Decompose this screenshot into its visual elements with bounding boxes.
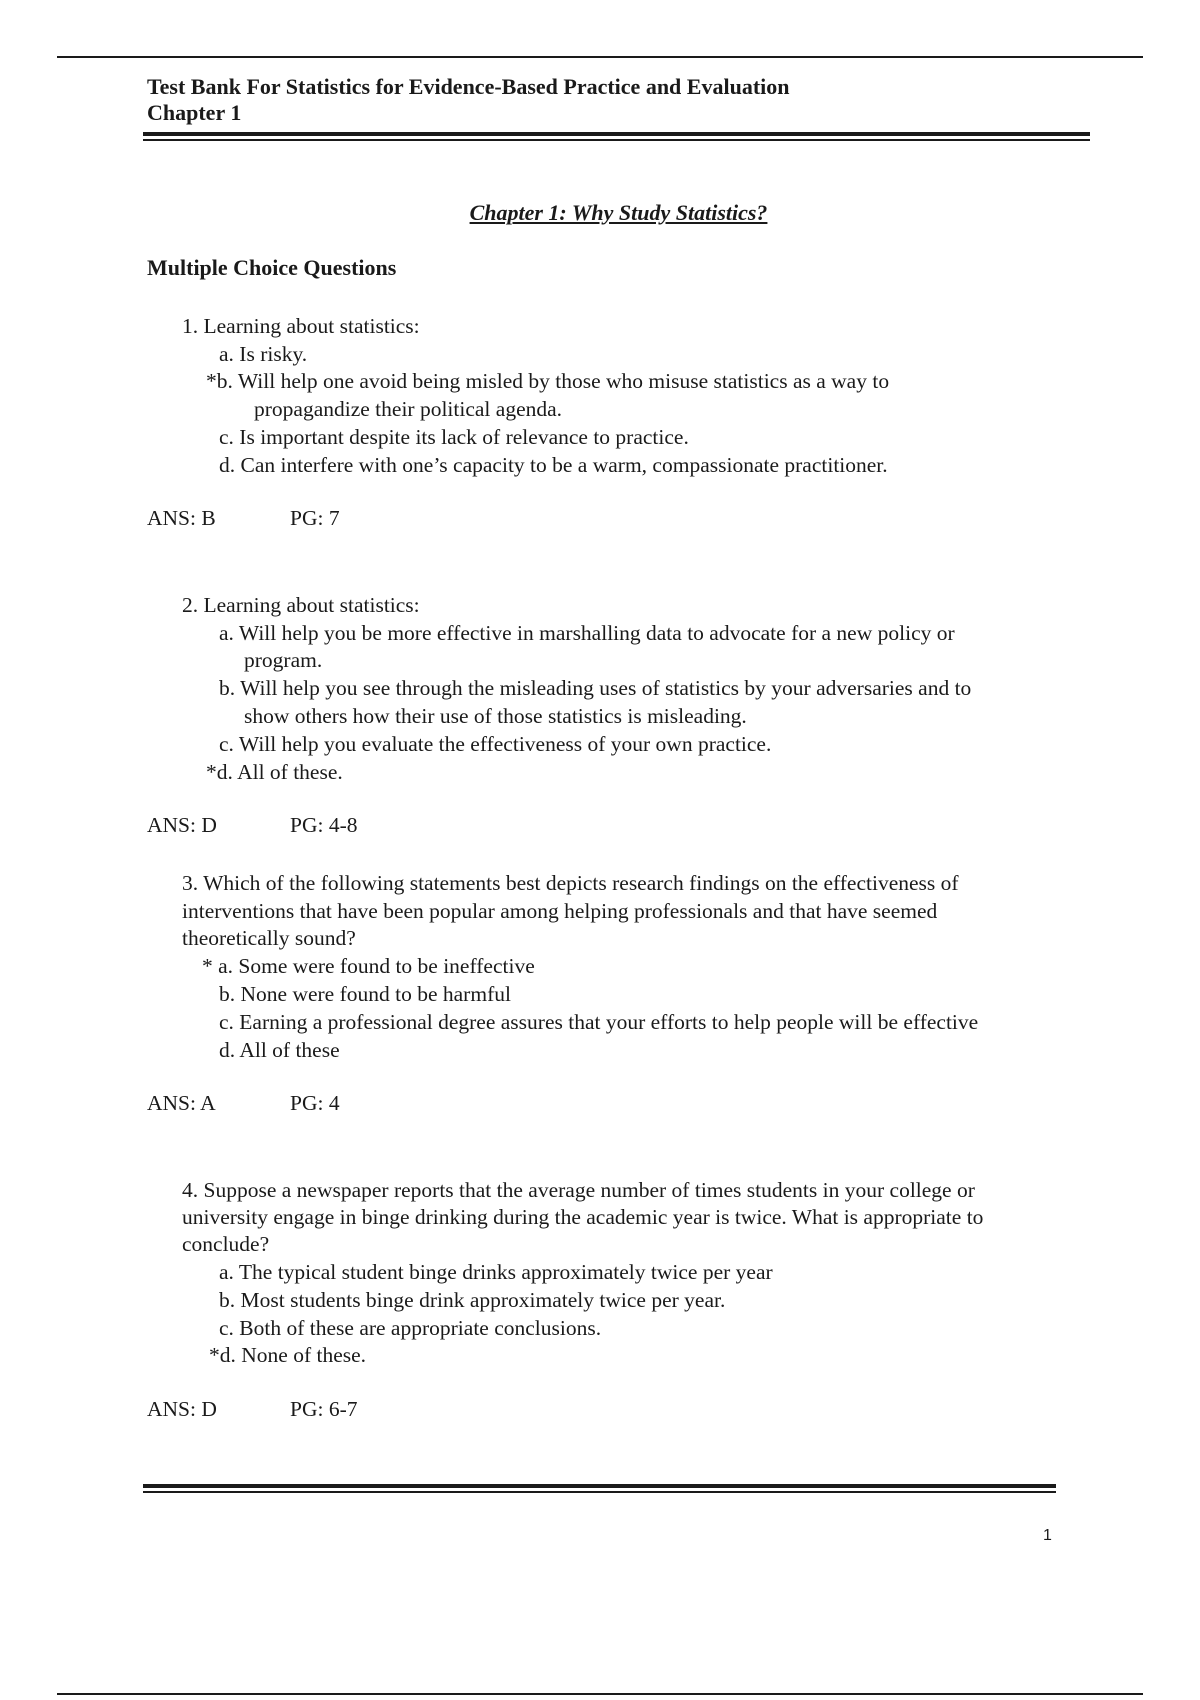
question-3-option-d: d. All of these <box>219 1038 340 1062</box>
header-double-rule <box>143 132 1090 141</box>
header-title: Test Bank For Statistics for Evidence-Based Practice and Evaluation <box>147 74 790 99</box>
question-4-option-a: a. The typical student binge drinks approximately twice per year <box>219 1260 773 1284</box>
question-3-stem-line-3: theoretically sound? <box>182 926 356 950</box>
bottom-rule <box>57 1693 1143 1695</box>
question-1-option-b: *b. Will help one avoid being misled by those who misuse statistics as a way to <box>206 369 890 393</box>
section-heading: Multiple Choice Questions <box>147 255 397 280</box>
question-2-option-a: a. Will help you be more effective in marshalling data to advocate for a new policy or <box>219 621 955 645</box>
question-2-page: PG: 4-8 <box>290 813 358 837</box>
top-rule <box>57 56 1143 58</box>
question-4-ans: ANS: D <box>147 1397 217 1421</box>
footer-double-rule <box>143 1484 1056 1493</box>
question-2-option-c: c. Will help you evaluate the effectiveness of your own practice. <box>219 732 772 756</box>
question-3-stem-line-1: 3. Which of the following statements best depicts research findings on the effectiveness of <box>182 871 959 895</box>
question-2-stem: 2. Learning about statistics: <box>182 593 420 617</box>
question-1-answer <box>147 506 340 531</box>
question-3-option-c: c. Earning a professional degree assures that your efforts to help people will be effective <box>219 1010 979 1034</box>
question-1-stem: 1. Learning about statistics: <box>182 314 420 338</box>
question-1-option-b-cont: propagandize their political agenda. <box>254 397 563 421</box>
question-1-ans: ANS: B <box>147 506 216 530</box>
header-chapter: Chapter 1 <box>147 100 242 125</box>
question-4-page: PG: 6-7 <box>290 1397 358 1421</box>
question-3-answer <box>147 1091 340 1116</box>
question-1-page: PG: 7 <box>290 506 340 530</box>
question-4-option-b: b. Most students binge drink approximately twice per year. <box>219 1288 726 1312</box>
question-4-stem-line-2: university engage in binge drinking during the academic year is twice. What is appropriate to <box>182 1205 984 1229</box>
question-4-option-c: c. Both of these are appropriate conclusions. <box>219 1316 602 1340</box>
question-2-option-d: *d. All of these. <box>206 760 343 784</box>
question-2-answer <box>147 813 358 838</box>
question-2-ans: ANS: D <box>147 813 217 837</box>
chapter-title: Chapter 1: Why Study Statistics? <box>469 200 768 225</box>
question-1-option-c: c. Is important despite its lack of relevance to practice. <box>219 425 689 449</box>
question-4-option-d: *d. None of these. <box>209 1343 367 1367</box>
question-3-option-a: * a. Some were found to be ineffective <box>202 954 535 978</box>
page-number: 1 <box>1043 1527 1052 1544</box>
question-1-option-a: a. Is risky. <box>219 342 308 366</box>
question-3-page: PG: 4 <box>290 1091 340 1115</box>
question-3-ans: ANS: A <box>147 1091 216 1115</box>
question-4-stem-line-1: 4. Suppose a newspaper reports that the average number of times students in your college or <box>182 1178 975 1202</box>
question-1-option-d: d. Can interfere with one’s capacity to be a warm, compassionate practitioner. <box>219 453 888 477</box>
question-3-stem-line-2: interventions that have been popular among helping professionals and that have seemed <box>182 899 938 923</box>
question-3-option-b: b. None were found to be harmful <box>219 982 511 1006</box>
question-4-stem-line-3: conclude? <box>182 1232 270 1256</box>
question-2-option-b-cont: show others how their use of those statistics is misleading. <box>244 704 747 728</box>
question-2-option-a-cont: program. <box>244 648 323 672</box>
question-2-option-b: b. Will help you see through the misleading uses of statistics by your adversaries and to <box>219 676 972 700</box>
question-4-answer <box>147 1397 358 1422</box>
